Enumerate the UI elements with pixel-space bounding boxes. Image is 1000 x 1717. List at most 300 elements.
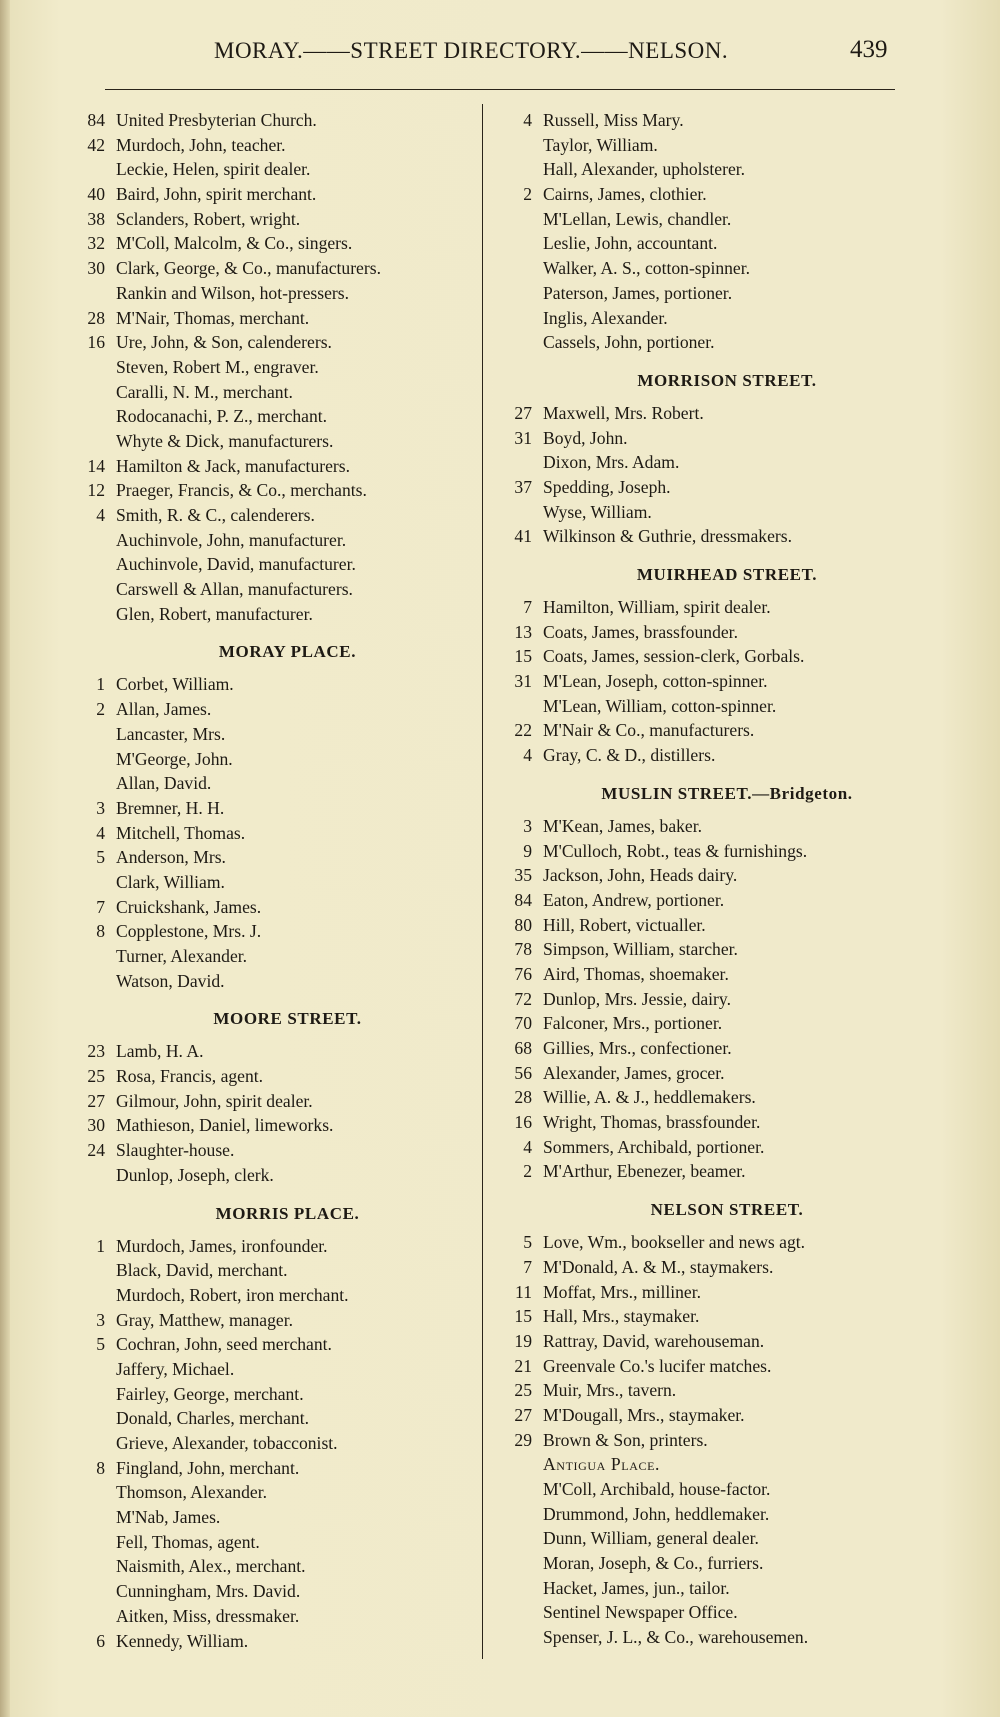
entry-text: Fairley, George, merchant. [116,1383,304,1404]
directory-entry [65,1604,480,1629]
house-number: 3 [96,1309,105,1330]
directory-entry [492,1110,932,1135]
entry-text: Hamilton, William, spirit dealer. [543,597,771,617]
entry-text: Moran, Joseph, & Co., furriers. [543,1553,764,1574]
directory-entry [65,404,480,429]
entry-text: Auchinvole, John, manufacturer. [116,529,347,550]
entry-text: M'Coll, Archibald, house-factor. [543,1479,771,1499]
directory-entry [65,1064,480,1089]
running-title: MORAY.——STREET DIRECTORY.——NELSON. [214,38,729,63]
entry-text: Aird, Thomas, shoemaker. [543,963,729,984]
entry-text: Auchinvole, David, manufacturer. [116,554,356,575]
directory-entry [65,1579,480,1604]
entry-text: Cassels, John, portioner. [543,332,715,353]
directory-entry [65,796,480,821]
entry-text: Taylor, William. [543,134,658,155]
directory-entry [65,1505,480,1530]
house-number: 40 [87,184,105,205]
directory-entry [65,207,480,232]
house-number: 78 [514,939,532,960]
entry-text: Moffat, Mrs., milliner. [543,1281,702,1302]
directory-entry [65,133,480,158]
entry-text: Murdoch, John, teacher. [116,134,286,155]
directory-entry [492,475,932,500]
directory-entry [65,1431,480,1456]
directory-entry [492,1255,932,1280]
directory-entry [65,108,480,133]
entry-text: Rodocanachi, P. Z., merchant. [116,406,328,427]
house-number: 27 [514,402,532,423]
entry-text: Cairns, James, clothier. [543,184,707,205]
directory-entry [65,1357,480,1382]
directory-entry [65,1113,480,1138]
directory-entry [65,231,480,256]
house-number: 15 [514,646,532,667]
entry-text: Turner, Alexander. [116,946,248,966]
entry-text: Rosa, Francis, agent. [116,1066,264,1087]
entry-text: Steven, Robert M., engraver. [116,356,319,377]
directory-entry [65,771,480,796]
house-number: 28 [514,1087,532,1108]
directory-entry [492,330,932,355]
entry-text: Murdoch, Robert, iron merchant. [116,1284,349,1305]
house-number: 25 [514,1380,532,1401]
entry-text: Dixon, Mrs. Adam. [543,452,680,473]
entry-text: Gray, Matthew, manager. [116,1309,294,1330]
directory-entry [492,1625,932,1650]
entry-text: Ure, John, & Son, calenderers. [116,332,332,353]
directory-entry [492,644,932,669]
directory-entry [492,500,932,525]
entry-text: Coats, James, brassfounder. [543,621,738,642]
entry-text: Sentinel Newspaper Office. [543,1602,738,1623]
entry-text: Smith, R. & C., calenderers. [116,505,315,525]
entry-text: Sommers, Archibald, portioner. [543,1136,765,1157]
entry-text: Muir, Mrs., tavern. [543,1380,677,1401]
directory-entry [492,1011,932,1036]
entry-text: Coats, James, session-clerk, Gorbals. [543,646,805,667]
entry-text: Spenser, J. L., & Co., warehousemen. [543,1627,809,1648]
entry-text: Murdoch, James, ironfounder. [116,1235,328,1256]
directory-entry [65,602,480,627]
entry-text: Gray, C. & D., distillers. [543,745,716,766]
directory-entry [65,429,480,454]
house-number: 42 [87,134,105,155]
house-number: 3 [96,797,105,818]
house-number: 23 [87,1041,105,1062]
house-number: 2 [523,184,532,205]
entry-text: Watson, David. [116,970,225,991]
directory-entry [492,962,932,987]
house-number: 1 [96,674,105,695]
entry-text: Wilkinson & Guthrie, dressmakers. [543,526,792,547]
house-number: 14 [87,455,105,476]
entry-text: Antigua Place. [543,1454,661,1475]
house-number: 13 [514,621,532,642]
entry-text: Aitken, Miss, dressmaker. [116,1605,300,1626]
directory-entry [492,1135,932,1160]
directory-entry [65,1258,480,1283]
directory-entry [492,401,932,426]
entry-text: Copplestone, Mrs. J. [116,921,262,942]
street-heading: MOORE STREET. [213,1009,362,1029]
entry-text: Rattray, David, warehouseman. [543,1330,765,1351]
directory-entry [492,1551,932,1576]
entry-text: Clark, William. [116,871,225,892]
directory-entry [65,1138,480,1163]
directory-entry [65,281,480,306]
directory-entry [492,281,932,306]
entry-text: Dunlop, Joseph, clerk. [116,1164,274,1185]
house-number: 7 [96,896,105,917]
entry-text: Thomson, Alexander. [116,1482,267,1503]
entry-text: Boyd, John. [543,427,628,448]
house-number: 5 [523,1232,532,1253]
directory-entry [65,1406,480,1431]
house-number: 68 [514,1038,532,1058]
directory-entry [65,821,480,846]
street-heading: MORRIS PLACE. [215,1203,360,1223]
house-number: 16 [87,332,105,353]
directory-entry [492,1280,932,1305]
house-number: 30 [87,1115,105,1136]
directory-entry [492,207,932,232]
directory-entry [492,987,932,1012]
directory-entry [65,157,480,182]
entry-text: Carswell & Allan, manufacturers. [116,579,353,600]
entry-text: United Presbyterian Church. [116,110,317,130]
directory-entry [492,306,932,331]
entry-text: Whyte & Dick, manufacturers. [116,430,334,451]
directory-entry [65,1308,480,1333]
directory-entry [492,450,932,475]
directory-entry [65,182,480,207]
entry-text: M'Coll, Malcolm, & Co., singers. [116,233,353,254]
entry-text: Praeger, Francis, & Co., merchants. [116,480,367,501]
entry-text: Jackson, John, Heads dairy. [543,865,738,886]
directory-entry [492,913,932,938]
entry-text: Jaffery, Michael. [116,1358,235,1379]
directory-entry [65,1039,480,1064]
house-number: 70 [514,1013,532,1034]
house-number: 4 [523,745,532,766]
entry-text: M'Arthur, Ebenezer, beamer. [543,1161,746,1182]
house-number: 27 [87,1090,105,1111]
house-number: 29 [514,1429,532,1450]
house-number: 80 [514,914,532,935]
entry-text: Cruickshank, James. [116,896,262,917]
directory-entry [65,747,480,772]
house-number: 1 [96,1235,105,1256]
entry-text: Corbet, William. [116,674,234,695]
directory-entry [492,1085,932,1110]
directory-entry [65,1163,480,1188]
entry-text: Dunn, William, general dealer. [543,1528,759,1549]
directory-entry [492,937,932,962]
directory-entry [65,1382,480,1407]
directory-entry [492,718,932,743]
entry-text: M'Donald, A. & M., staymakers. [543,1256,774,1277]
page-header [0,38,1000,78]
entry-text: Brown & Son, printers. [543,1429,708,1450]
house-number: 16 [514,1112,532,1133]
directory-entry [492,1502,932,1527]
entry-text: Naismith, Alex., merchant. [116,1556,306,1577]
house-number: 2 [96,699,105,720]
street-heading: MORAY PLACE. [218,642,357,662]
entry-text: Greenvale Co.'s lucifer matches. [543,1355,772,1376]
entry-text: Glen, Robert, manufacturer. [116,603,313,624]
directory-entry [492,694,932,719]
entry-text: Bremner, H. H. [116,797,225,818]
entry-text: Eaton, Andrew, portioner. [543,889,725,910]
left-column [65,108,480,1653]
directory-entry [65,1554,480,1579]
header-rule [105,89,895,90]
directory-entry [492,1304,932,1329]
directory-entry [65,1629,480,1654]
entry-text: Maxwell, Mrs. Robert. [543,402,704,423]
house-number: 76 [514,963,532,984]
directory-entry [65,895,480,920]
entry-text: Dunlop, Mrs. Jessie, dairy. [543,988,731,1009]
right-column [492,108,932,1650]
directory-entry [492,669,932,694]
street-heading: MORRISON STREET. [637,370,817,390]
directory-entry [492,1403,932,1428]
entry-text: Willie, A. & J., heddlemakers. [543,1087,756,1108]
entry-text: Hacket, James, jun., tailor. [543,1577,730,1598]
directory-entry [65,306,480,331]
entry-text: Wyse, William. [543,501,652,522]
directory-entry [492,1159,932,1184]
house-number: 25 [87,1066,105,1087]
entry-text: Hall, Mrs., staymaker. [543,1306,700,1327]
house-number: 12 [87,480,105,501]
house-number: 8 [96,1457,105,1478]
entry-text: Leckie, Helen, spirit dealer. [116,159,311,180]
directory-entry [65,1456,480,1481]
entry-text: Alexander, James, grocer. [543,1062,725,1083]
directory-entry [65,503,480,528]
directory-entry [492,182,932,207]
house-number: 37 [514,476,532,497]
entry-text: Falconer, Mrs., portioner. [543,1013,723,1034]
entry-text: Russell, Miss Mary. [543,110,684,130]
entry-text: M'Culloch, Robt., teas & furnishings. [543,840,808,861]
house-number: 56 [514,1062,532,1083]
house-number: 19 [514,1330,532,1351]
directory-entry [492,1477,932,1502]
house-number: 31 [514,671,532,692]
directory-entry [492,524,932,549]
street-heading: MUSLIN STREET.—Bridgeton. [601,783,853,803]
directory-entry [492,1600,932,1625]
directory-entry [492,426,932,451]
entry-text: Drummond, John, heddlemaker. [543,1503,770,1524]
house-number: 8 [96,921,105,942]
directory-entry [65,1332,480,1357]
directory-entry [65,919,480,944]
directory-entry [65,355,480,380]
directory-entry [492,595,932,620]
entry-text: Lancaster, Mrs. [116,723,226,744]
entry-text: Gillies, Mrs., confectioner. [543,1038,732,1058]
entry-text: Gilmour, John, spirit dealer. [116,1090,313,1111]
directory-entry [65,1089,480,1114]
directory-entry [65,722,480,747]
entry-text: Baird, John, spirit merchant. [116,184,317,205]
directory-entry [65,672,480,697]
entry-text: Donald, Charles, merchant. [116,1408,309,1429]
directory-entry [492,1329,932,1354]
directory-entry [492,863,932,888]
house-number: 22 [514,720,532,741]
house-number: 31 [514,427,532,448]
entry-text: M'Nab, James. [116,1507,221,1528]
directory-entry [492,1378,932,1403]
directory-entry [492,1354,932,1379]
house-number: 7 [523,597,532,617]
entry-text: Clark, George, & Co., manufacturers. [116,258,381,279]
directory-entry [492,1576,932,1601]
house-number: 27 [514,1404,532,1425]
house-number: 4 [96,505,105,525]
entry-text: Hall, Alexander, upholsterer. [543,159,746,180]
house-number: 41 [514,526,532,547]
house-number: 6 [96,1630,105,1651]
directory-entry [492,888,932,913]
directory-entry [492,620,932,645]
entry-text: Hamilton & Jack, manufacturers. [116,455,351,476]
house-number: 84 [514,889,532,910]
directory-entry [492,839,932,864]
entry-text: Mathieson, Daniel, limeworks. [116,1115,334,1136]
directory-entry [65,330,480,355]
entry-text: Mitchell, Thomas. [116,822,246,843]
directory-entry [65,454,480,479]
directory-entry [65,1480,480,1505]
entry-text: Cunningham, Mrs. David. [116,1581,301,1602]
entry-text: Simpson, William, starcher. [543,939,738,960]
entry-text: M'Lean, William, cotton-spinner. [543,695,777,716]
page-number: 439 [850,36,888,63]
entry-text: Cochran, John, seed merchant. [116,1334,332,1355]
entry-text: M'Dougall, Mrs., staymaker. [543,1404,745,1425]
house-number: 15 [514,1306,532,1327]
house-number: 21 [514,1355,532,1376]
entry-text: M'Nair & Co., manufacturers. [543,720,755,741]
house-number: 32 [87,233,105,254]
directory-entry [492,814,932,839]
entry-text: M'Lean, Joseph, cotton-spinner. [543,671,768,692]
page-binding-edge [0,0,10,1717]
directory-entry [492,1526,932,1551]
entry-text: Caralli, N. M., merchant. [116,381,293,402]
entry-text: Lamb, H. A. [116,1041,204,1062]
street-heading: NELSON STREET. [650,1200,804,1220]
house-number: 72 [514,988,532,1009]
entry-text: Grieve, Alexander, tobacconist. [116,1433,338,1453]
directory-entry [492,1036,932,1061]
directory-entry [65,845,480,870]
entry-text: Fingland, John, merchant. [116,1457,300,1478]
directory-entry [65,870,480,895]
entry-text: Sclanders, Robert, wright. [116,208,301,229]
directory-entry [492,1061,932,1086]
directory-entry [492,231,932,256]
house-number: 28 [87,307,105,328]
street-heading: MUIRHEAD STREET. [636,565,818,584]
column-divider [482,104,483,1659]
entry-text: M'George, John. [116,748,233,769]
entry-text: Allan, David. [116,773,212,794]
house-number: 84 [87,110,105,130]
directory-entry [65,969,480,994]
directory-entry [492,133,932,158]
directory-entry [492,256,932,281]
entry-text: Paterson, James, portioner. [543,282,733,303]
directory-entry [65,380,480,405]
directory-entry [65,1283,480,1308]
entry-text: M'Kean, James, baker. [543,815,703,836]
directory-entry [492,1428,932,1453]
directory-entry [65,1530,480,1555]
entry-text: Leslie, John, accountant. [543,233,718,254]
entry-text: Fell, Thomas, agent. [116,1531,260,1552]
house-number: 2 [523,1161,532,1182]
house-number: 35 [514,865,532,886]
house-number: 30 [87,258,105,279]
entry-text: Rankin and Wilson, hot-pressers. [116,282,350,303]
entry-text: Anderson, Mrs. [116,847,226,868]
entry-text: Wright, Thomas, brassfounder. [543,1112,761,1133]
entry-text: M'Lellan, Lewis, chandler. [543,208,732,229]
entry-text: Spedding, Joseph. [543,476,671,497]
directory-entry [492,1230,932,1255]
directory-entry [65,256,480,281]
house-number: 7 [523,1256,532,1277]
directory-entry [65,478,480,503]
entry-text: Kennedy, William. [116,1630,249,1651]
entry-text: Inglis, Alexander. [543,307,668,328]
directory-entry [65,697,480,722]
entry-text: M'Nair, Thomas, merchant. [116,307,310,328]
entry-text: Slaughter-house. [116,1140,235,1161]
house-number: 24 [87,1140,105,1161]
directory-entry [492,108,932,133]
directory-entry [65,552,480,577]
entry-text: Love, Wm., bookseller and news agt. [543,1232,806,1253]
house-number: 38 [87,208,105,229]
house-number: 5 [96,847,105,868]
sub-place-entry [492,1452,932,1477]
directory-entry [65,577,480,602]
house-number: 11 [515,1281,532,1302]
directory-entry [492,157,932,182]
entry-text: Black, David, merchant. [116,1260,288,1281]
house-number: 9 [523,840,532,861]
house-number: 4 [523,110,532,130]
house-number: 3 [523,815,532,836]
entry-text: Hill, Robert, victualler. [543,914,706,935]
entry-text: Walker, A. S., cotton-spinner. [543,258,751,279]
directory-entry [65,944,480,969]
house-number: 5 [96,1334,105,1355]
directory-entry [492,743,932,768]
entry-text: Allan, James. [116,699,212,720]
directory-entry [65,1234,480,1259]
